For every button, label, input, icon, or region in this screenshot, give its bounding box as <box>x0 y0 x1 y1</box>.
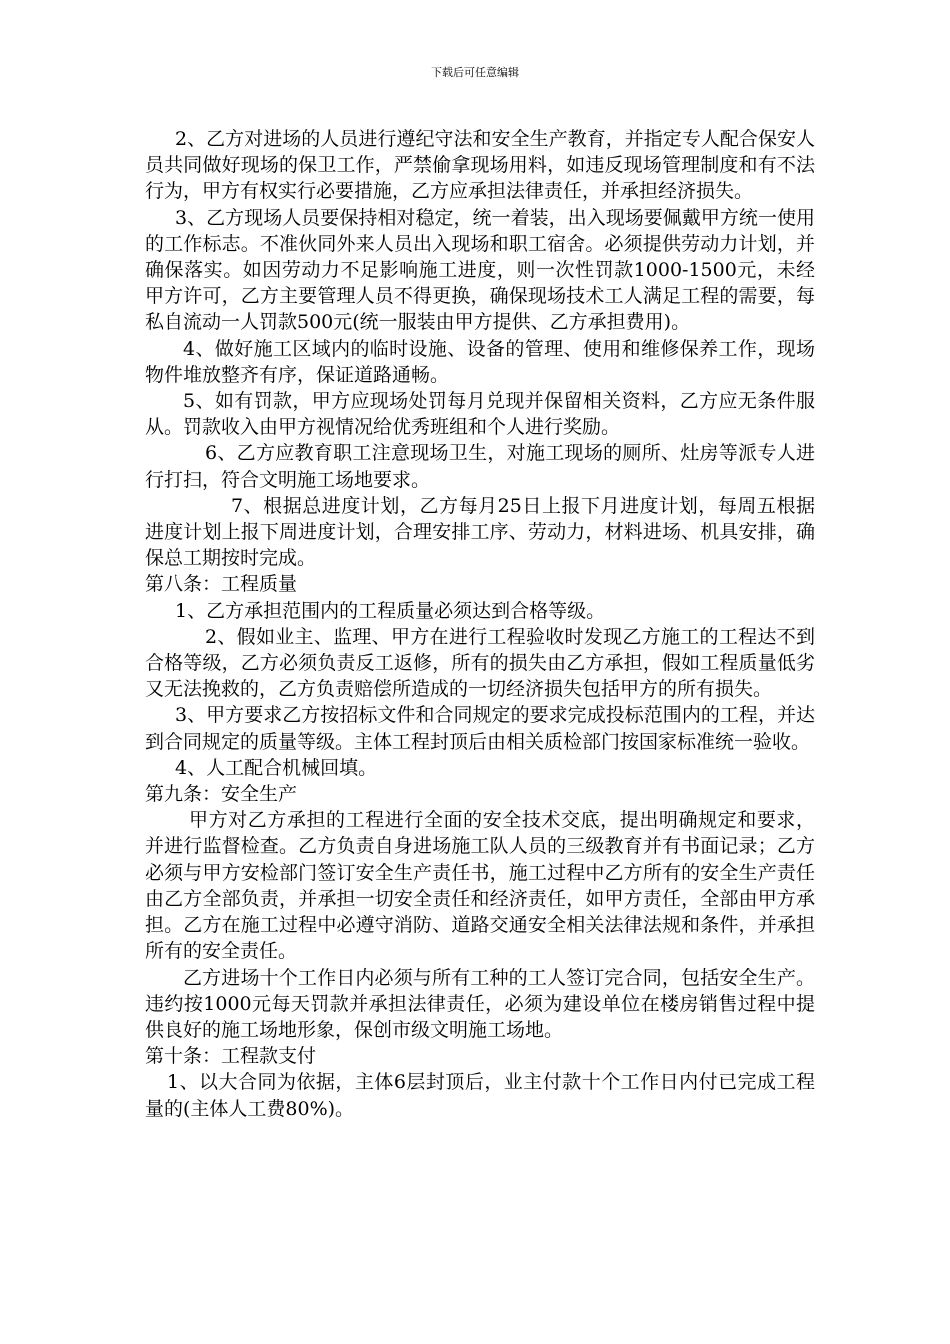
section-heading-9: 第九条：安全生产 <box>145 783 298 806</box>
clause-8-item-3: 3、甲方要求乙方按招标文件和合同规定的要求完成投标范围内的工程，并达到合同规定的质量等级。主体工程封顶后由相关质检部门按国家标准统一验收。 <box>145 704 815 753</box>
clause-7-item-5: 5、如有罚款，甲方应现场处罚每月兑现并保留相关资料，乙方应无条件服从。罚款收入由甲方视情况给优秀班组和个人进行奖励。 <box>145 390 815 439</box>
clause-7-item-2: 2、乙方对进场的人员进行遵纪守法和安全生产教育，并指定专人配合保安人员共同做好现场的保卫工作，严禁偷拿现场用料，如违反现场管理制度和有不法行为，甲方有权实行必要措施，乙方应承担法律责任，并承担经济损失。 <box>145 128 815 203</box>
clause-8-item-4: 4、人工配合机械回填。 <box>175 756 378 779</box>
document-body <box>145 126 815 1122</box>
section-heading-8: 第八条：工程质量 <box>145 573 298 596</box>
page-header-note: 下载后可任意编辑 <box>431 66 519 79</box>
clause-9-paragraph-1: 甲方对乙方承担的工程进行全面的安全技术交底，提出明确规定和要求，并进行监督检查。乙方负责自身进场施工队人员的三级教育并有书面记录；乙方必须与甲方安检部门签订安全生产责任书，施工过程中乙方所有的安全生产责任由乙方全部负责，并承担一切安全责任和经济责任，如甲方责任，全部由甲方承担。乙方在施工过程中必遵守消防、道路交通安全相关法律法规和条件，并承担所有的安全责任。 <box>145 809 815 963</box>
clause-7-item-6: 6、乙方应教育职工注意现场卫生，对施工现场的厕所、灶房等派专人进行打扫，符合文明施工场地要求。 <box>145 442 815 491</box>
clause-10-item-1: 1、以大合同为依据，主体6层封顶后，业主付款十个工作日内付已完成工程量的(主体人工费80%)。 <box>145 1071 815 1120</box>
clause-9-paragraph-2: 乙方进场十个工作日内必须与所有工种的工人签订完合同，包括安全生产。违约按1000元每天罚款并承担法律责任，必须为建设单位在楼房销售过程中提供良好的施工场地形象，保创市级文明施工场地。 <box>145 966 815 1041</box>
section-heading-10: 第十条：工程款支付 <box>145 1045 317 1068</box>
clause-7-item-3: 3、乙方现场人员要保持相对稳定，统一着装，出入现场要佩戴甲方统一使用的工作标志。不准伙同外来人员出入现场和职工宿舍。必须提供劳动力计划，并确保落实。如因劳动力不足影响施工进度，则一次性罚款1000-1500元，未经甲方许可，乙方主要管理人员不得更换，确保现场技术工人满足工程的需要，每私自流动一人罚款500元(统一服装由甲方提供、乙方承担费用)。 <box>145 206 815 334</box>
clause-8-item-2: 2、假如业主、监理、甲方在进行工程验收时发现乙方施工的工程达不到合格等级，乙方必须负责反工返修，所有的损失由乙方承担，假如工程质量低劣又无法挽救的，乙方负责赔偿所造成的一切经济损失包括甲方的所有损失。 <box>145 625 815 701</box>
clause-7-item-4: 4、做好施工区域内的临时设施、设备的管理、使用和维修保养工作，现场物件堆放整齐有序，保证道路通畅。 <box>145 337 815 386</box>
clause-8-item-1: 1、乙方承担范围内的工程质量必须达到合格等级。 <box>175 599 606 622</box>
clause-7-item-7: 7、根据总进度计划，乙方每月25日上报下月进度计划，每周五根据进度计划上报下周进度计划，合理安排工序、劳动力，材料进场、机具安排，确保总工期按时完成。 <box>145 494 815 570</box>
